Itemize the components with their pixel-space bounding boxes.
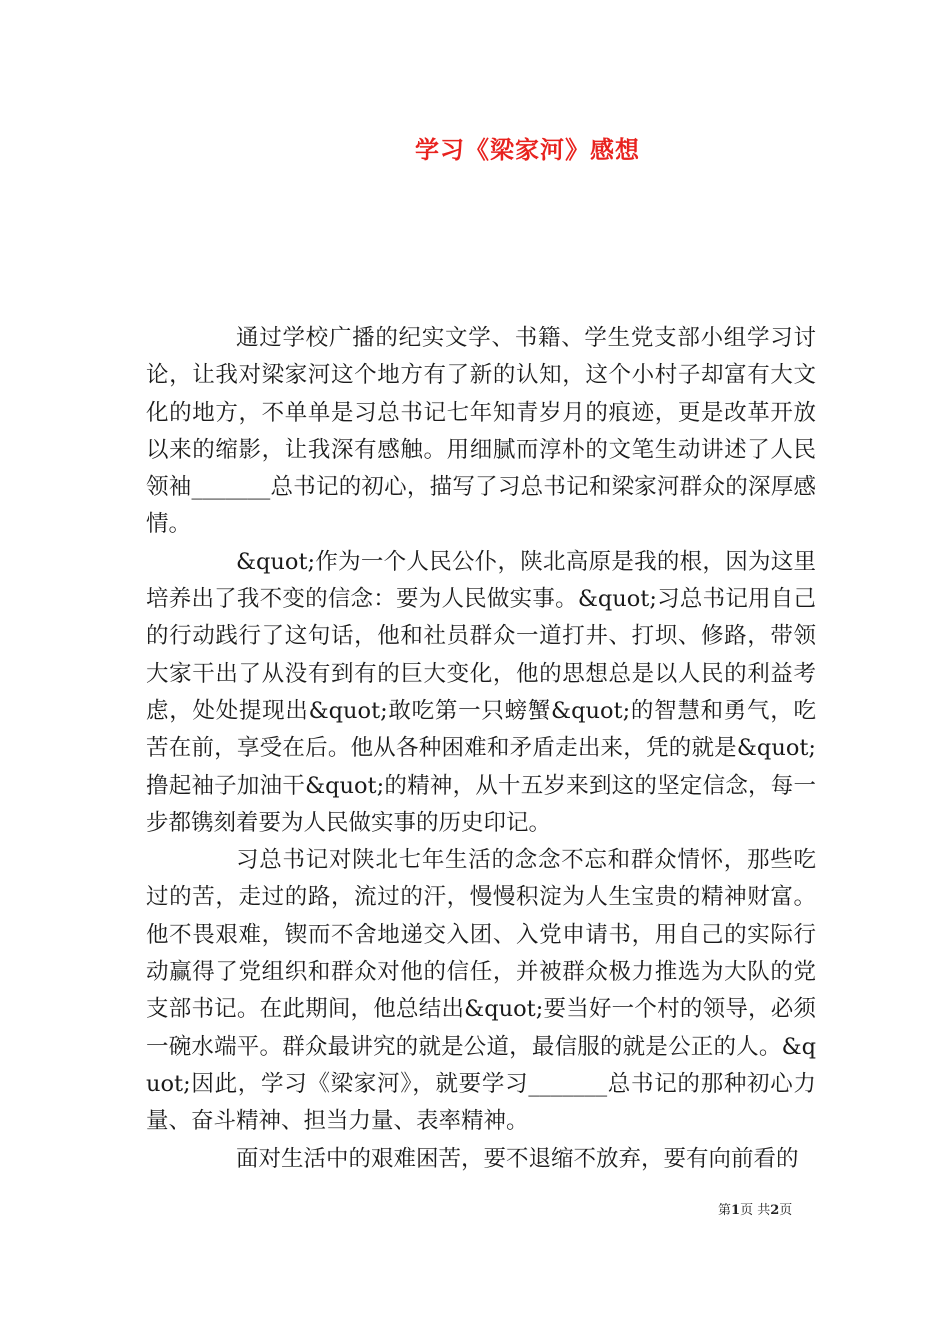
document-title: 学习《梁家河》感想	[415, 135, 640, 164]
footer-current-page: 1	[731, 1203, 741, 1218]
footer-middle: 页 共	[740, 1203, 771, 1218]
page-footer	[718, 1202, 792, 1220]
footer-suffix: 页	[779, 1203, 793, 1218]
paragraph-4: 面对生活中的艰难困苦，要不退缩不放弃，要有向前看的	[236, 1145, 799, 1172]
paragraph-1: 通过学校广播的纪实文学、书籍、学生党支部小组学习讨论，让我对梁家河这个地方有了新的认知，这个小村子却富有大文化的地方，不单单是习总书记七年知青岁月的痕迹，更是改革开放以来的缩影，让我深有感触。用细腻而淳朴的文笔生动讲述了人民领袖_______总书记的初心，描写了习总书记和梁家河群众的深厚感情。	[146, 325, 816, 538]
footer-prefix: 第	[718, 1203, 732, 1218]
document-body	[146, 320, 816, 1178]
footer-total-pages: 2	[770, 1203, 780, 1218]
paragraph-2: &quot;作为一个人民公仆，陕北高原是我的根，因为这里培养出了我不变的信念：要为人民做实事。&quot;习总书记用自己的行动践行了这句话，他和社员群众一道打井、打坝、修路，带领大家干出了从没有到有的巨大变化，他的思想总是以人民的利益考虑，处处提现出&quot;敢吃第一只螃蟹&quot;的智慧和勇气，吃苦在前，享受在后。他从各种困难和矛盾走出来，凭的就是&quot;撸起袖子加油干&quot;的精神，从十五岁来到这的坚定信念，每一步都镌刻着要为人民做实事的历史印记。	[146, 548, 816, 836]
paragraph-3: 习总书记对陕北七年生活的念念不忘和群众情怀，那些吃过的苦，走过的路，流过的汗，慢慢积淀为人生宝贵的精神财富。他不畏艰难，锲而不舍地递交入团、入党申请书，用自己的实际行动赢得了党组织和群众对他的信任，并被群众极力推选为大队的党支部书记。在此期间，他总结出&quot;要当好一个村的领导，必须一碗水端平。群众最讲究的就是公道，最信服的就是公正的人。&quot;因此，学习《梁家河》，就要学习_______总书记的那种初心力量、奋斗精神、担当力量、表率精神。	[146, 847, 816, 1135]
